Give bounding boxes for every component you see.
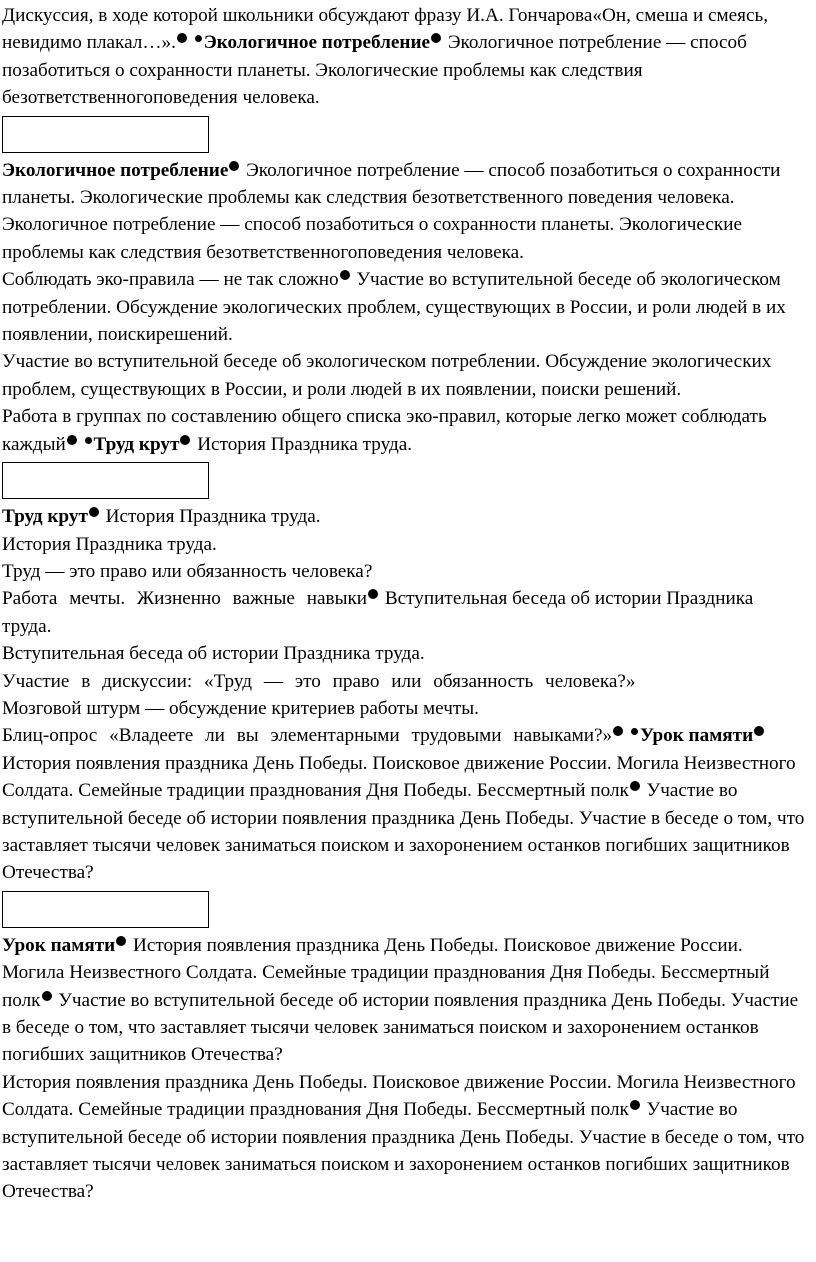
paragraph-text: Вступительная беседа об истории Праздника труда. [2, 588, 754, 637]
paragraph-14 [2, 722, 806, 886]
bullet-icon [613, 726, 623, 736]
paragraph-13: Мозговой штурм — обсуждение критериев работы мечты. [2, 697, 479, 719]
paragraph-8: История Праздника труда. [2, 533, 217, 555]
paragraph-text: Блиц-опрос «Владеете ли вы элементарными трудовыми навыками?» [2, 725, 613, 747]
paragraph-text: Участие во вступительной беседе об истории появления праздника День Победы. Участие в беседе о том, что заставляет тысячи человек заниматься поиском и захоронением останков погибших защитников Отечества? [2, 1099, 805, 1203]
bullet-icon [368, 589, 378, 599]
section-heading-eco: Экологичное потребление [203, 32, 431, 54]
paragraph-15 [2, 932, 806, 1069]
paragraph-6 [2, 403, 806, 458]
bullet-icon [630, 1100, 640, 1110]
section-heading-labor: Труд крут [2, 506, 88, 528]
paragraph-text: История появления праздника День Победы. Поисковое движение России. Могила Неизвестного Солдата. Семейные традиции празднования Дня Победы. Бессмертный полк [2, 934, 770, 1011]
bullet-icon [116, 936, 126, 946]
paragraph-text: Экологичное потребление — способ позаботиться о сохранности планеты. Экологические проблемы как следствия безответственногоповедения человека. [2, 32, 747, 109]
paragraph-text: Работа мечты. Жизненно важные навыки [2, 588, 368, 610]
paragraph-1 [2, 2, 806, 112]
bullet-icon [177, 33, 187, 43]
bullet-icon [229, 161, 239, 171]
paragraph-text: Работа в группах по составлению общего списка эко-правил, которые легко может соблюдать каждый [2, 406, 767, 455]
paragraph-5: Участие во вступительной беседе об экологическом потреблении. Обсуждение экологических проблем, существующих в России, и роли людей в их появлении, поиски решений. [2, 351, 772, 400]
paragraph-text: Соблюдать эко-правила — не так сложно [2, 269, 339, 291]
bullet-icon [754, 726, 764, 736]
paragraph-text: Участие во вступительной беседе об истории появления праздника День Победы. Участие в беседе о том, что заставляет тысячи человек заниматься поиском и захоронением останков погибших защитников Отечества? [2, 989, 799, 1066]
section-heading-memory: Урок памяти [639, 725, 754, 747]
section-heading-labor: Труд крут [93, 433, 180, 455]
bullet-icon [180, 435, 190, 445]
paragraph-12: Участие в дискуссии: «Труд — это право или обязанность человека?» [2, 670, 636, 692]
paragraph-7 [2, 503, 806, 530]
section-heading-memory: Урок памяти [2, 934, 116, 956]
paragraph-text: История Праздника труда. [192, 433, 413, 455]
paragraph-text: Экологичное потребление — способ позаботиться о сохранности планеты. Экологические проблемы как следствия безответственного поведения человека. [2, 159, 781, 209]
paragraph-9: Труд — это право или обязанность человека? [2, 560, 373, 582]
paragraph-10 [2, 585, 806, 640]
bullet-icon [630, 781, 640, 791]
paragraph-3: Экологичное потребление — способ позаботиться о сохранности планеты. Экологические проблемы как следствия безответственногоповедения человека. [2, 214, 743, 263]
paragraph-4 [2, 266, 806, 348]
paragraph-text: Участие во вступительной беседе об экологическом потреблении. Обсуждение экологических проблем, существующих в России, и роли людей в их появлении, поискирешений. [2, 269, 786, 346]
paragraph-text: Участие во вступительной беседе об истории появления праздника День Победы. Участие в беседе о том, что заставляет тысячи человек заниматься поиском и захоронением останков погибших защитников Отечества? [2, 780, 805, 884]
paragraph-2 [2, 157, 806, 212]
empty-table-cell [2, 462, 209, 499]
bullet-icon [89, 507, 99, 517]
bullet-icon [340, 270, 350, 280]
empty-table-cell [2, 891, 209, 928]
bullet-icon [195, 35, 202, 42]
paragraph-text: История появления праздника День Победы. Поисковое движение России. Могила Неизвестного Солдата. Семейные традиции празднования Дня Победы. Бессмертный полк [2, 752, 796, 802]
bullet-icon [85, 437, 92, 444]
bullet-icon [431, 33, 441, 43]
paragraph-text: Дискуссия, в ходе которой школьники обсуждают фразу И.А. Гончарова«Он, смеша и смеясь, невидимо плакал…». [2, 5, 769, 54]
section-heading-eco: Экологичное потребление [2, 159, 229, 181]
paragraph-16 [2, 1069, 806, 1206]
bullet-icon [42, 991, 52, 1001]
paragraph-text: История Праздника труда. [100, 506, 321, 528]
empty-table-cell [2, 116, 209, 153]
paragraph-text: История появления праздника День Победы. Поисковое движение России. Могила Неизвестного Солдата. Семейные традиции празднования Дня Победы. Бессмертный полк [2, 1071, 796, 1121]
bullet-icon [67, 435, 77, 445]
paragraph-11: Вступительная беседа об истории Праздника труда. [2, 643, 425, 665]
bullet-icon [631, 728, 638, 735]
